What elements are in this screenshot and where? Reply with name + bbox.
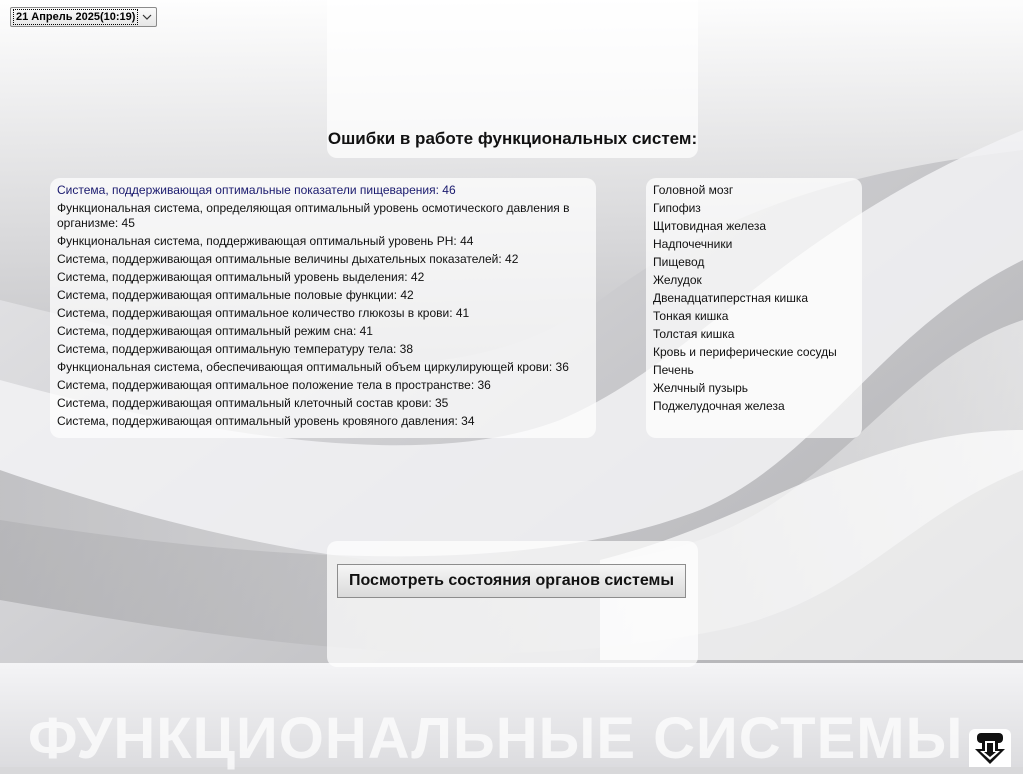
date-select-value: 21 Апрель 2025(10:19)	[16, 11, 136, 23]
organ-item[interactable]: Поджелудочная железа	[653, 399, 785, 413]
system-item[interactable]: Система, поддерживающая оптимальные половые функции: 42	[57, 288, 414, 302]
organ-item[interactable]: Пищевод	[653, 255, 705, 269]
footer-title: ФУНКЦИОНАЛЬНЫЕ СИСТЕМЫ	[28, 706, 964, 771]
system-item[interactable]: Система, поддерживающая оптимальное положение тела в пространстве: 36	[57, 378, 491, 392]
system-item[interactable]: Система, поддерживающая оптимальное количество глюкозы в крови: 41	[57, 306, 470, 320]
download-arrow-icon	[969, 729, 1011, 767]
organ-item[interactable]: Желчный пузырь	[653, 381, 749, 395]
organ-item[interactable]: Тонкая кишка	[653, 309, 729, 323]
organ-item[interactable]: Желудок	[653, 273, 702, 287]
organs-panel	[646, 178, 862, 438]
system-item[interactable]: Система, поддерживающая оптимальный уровень выделения: 42	[57, 270, 425, 284]
system-item[interactable]: Система, поддерживающая оптимальные величины дыхательных показателей: 42	[57, 252, 519, 266]
organ-item[interactable]: Кровь и периферические сосуды	[653, 345, 837, 359]
system-item[interactable]: Система, поддерживающая оптимальный режим сна: 41	[57, 324, 373, 338]
systems-panel	[50, 178, 596, 438]
organ-item[interactable]: Толстая кишка	[653, 327, 735, 341]
chevron-down-icon	[142, 12, 152, 22]
system-item[interactable]: Система, поддерживающая оптимальный клеточный состав крови: 35	[57, 396, 449, 410]
system-item[interactable]: Функциональная система, обеспечивающая оптимальный объем циркулирующей крови: 36	[57, 360, 569, 374]
view-organ-states-button[interactable]: Посмотреть состояния органов системы	[337, 564, 686, 598]
organ-item[interactable]: Щитовидная железа	[653, 219, 767, 233]
organ-item[interactable]: Головной мозг	[653, 183, 734, 197]
organ-item[interactable]: Печень	[653, 363, 694, 377]
errors-title-panel	[327, 0, 698, 158]
system-item[interactable]: Система, поддерживающая оптимальные показатели пищеварения: 46	[57, 183, 456, 197]
action-panel	[327, 541, 698, 667]
organ-item[interactable]: Надпочечники	[653, 237, 733, 251]
organ-item[interactable]: Двенадцатиперстная кишка	[653, 291, 809, 305]
systems-list	[50, 178, 596, 429]
date-select[interactable]	[10, 7, 157, 27]
system-item[interactable]: Система, поддерживающая оптимальную температуру тела: 38	[57, 342, 414, 356]
errors-title: Ошибки в работе функциональных систем:	[327, 129, 698, 148]
system-item[interactable]: Функциональная система, определяющая оптимальный уровень осмотического давления в организме: 45	[57, 201, 570, 230]
download-button[interactable]	[969, 729, 1011, 767]
system-item[interactable]: Система, поддерживающая оптимальный уровень кровяного давления: 34	[57, 414, 475, 428]
organs-list	[646, 178, 862, 414]
organ-item[interactable]: Гипофиз	[653, 201, 701, 215]
system-item[interactable]: Функциональная система, поддерживающая оптимальный уровень PH: 44	[57, 234, 474, 248]
